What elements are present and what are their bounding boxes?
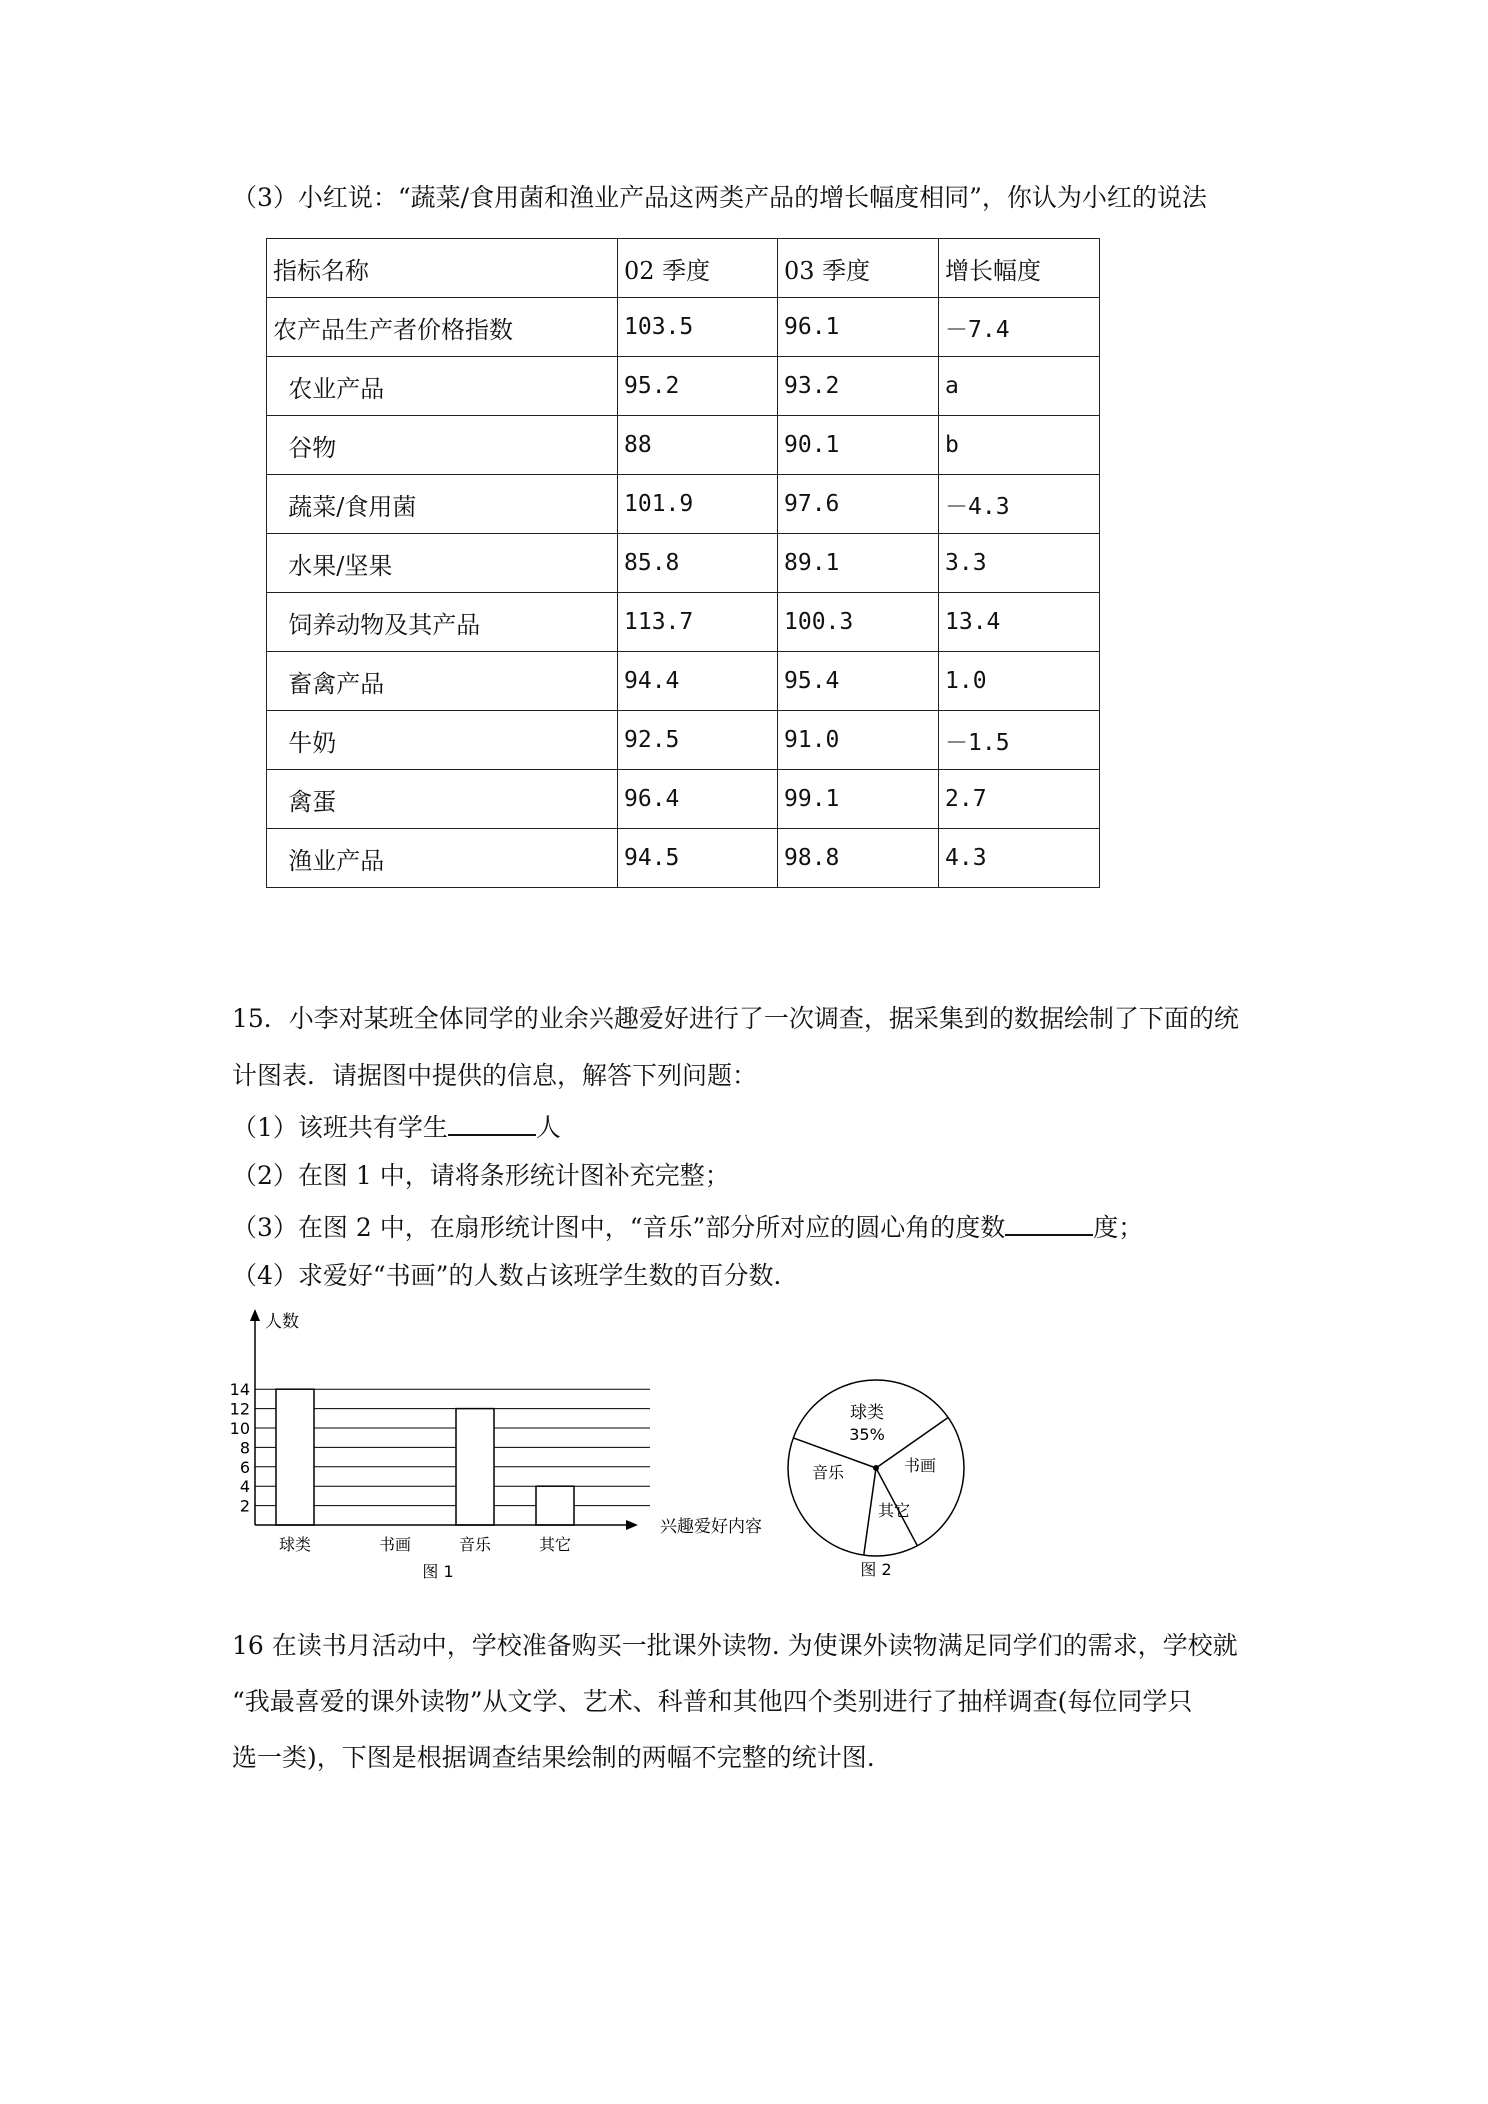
value-cell: －4.3	[939, 475, 1100, 534]
table-row	[267, 357, 1100, 416]
bar-chart-figure-1	[210, 1305, 790, 1590]
bar	[456, 1409, 494, 1525]
indicator-name-cell: 渔业产品	[267, 829, 618, 888]
value-cell: 89.1	[778, 534, 939, 593]
header-cell: 03 季度	[778, 239, 939, 298]
table-row	[267, 416, 1100, 475]
value-cell: 85.8	[618, 534, 778, 593]
pie-label-other: 其它	[877, 1501, 911, 1520]
value-cell: 94.5	[618, 829, 778, 888]
q15-part4: （4）求爱好“书画”的人数占该班学生数的百分数．	[232, 1261, 799, 1290]
header-cell: 指标名称	[267, 239, 618, 298]
table-row	[267, 829, 1100, 888]
value-cell: 95.4	[778, 652, 939, 711]
price-index-table	[266, 238, 1100, 888]
pie-label-ball: 球类	[850, 1403, 884, 1423]
q15-part2: （2）在图 1 中，请将条形统计图补充完整；	[232, 1161, 730, 1190]
y-tick-label: 14	[229, 1380, 250, 1400]
indicator-name-cell: 饲养动物及其产品	[267, 593, 618, 652]
figure-2-caption: 图 2	[860, 1560, 892, 1579]
y-tick-label: 2	[239, 1496, 250, 1516]
value-cell: 91.0	[778, 711, 939, 770]
table-row	[267, 652, 1100, 711]
value-cell: 101.9	[618, 475, 778, 534]
x-category-label: 书画	[378, 1535, 412, 1554]
header-cell: 02 季度	[618, 239, 778, 298]
header-cell: 增长幅度	[939, 239, 1100, 298]
q14-part3: （3）小红说：“蔬菜/食用菌和渔业产品这两类产品的增长幅度相同”，你认为小红的说法	[232, 183, 1207, 212]
y-tick-label: 12	[229, 1399, 250, 1419]
indicator-name-cell: 水果/坚果	[267, 534, 618, 593]
q16-line2: “我最喜爱的课外读物”从文学、艺术、科普和其他四个类别进行了抽样调查(每位同学只	[232, 1687, 1193, 1716]
q15-part3	[232, 1210, 1143, 1244]
pie-label-calligraphy: 书画	[903, 1456, 937, 1475]
value-cell: －7.4	[939, 298, 1100, 357]
table-row	[267, 711, 1100, 770]
value-cell: 1.0	[939, 652, 1100, 711]
x-category-label: 球类	[278, 1535, 312, 1554]
figure-1-caption: 图 1	[422, 1562, 454, 1581]
table-row	[267, 534, 1100, 593]
value-cell: 98.8	[778, 829, 939, 888]
value-cell: 96.1	[778, 298, 939, 357]
value-cell: －1.5	[939, 711, 1100, 770]
pie-chart-figure-2	[780, 1370, 980, 1590]
value-cell: 100.3	[778, 593, 939, 652]
value-cell: 95.2	[618, 357, 778, 416]
value-cell: 4.3	[939, 829, 1100, 888]
value-cell: 3.3	[939, 534, 1100, 593]
q16-line1: 16 在读书月活动中，学校准备购买一批课外读物. 为使课外读物满足同学们的需求，学校就	[232, 1631, 1238, 1660]
q15-line2: 计图表．请据图中提供的信息，解答下列问题：	[232, 1061, 758, 1090]
q15-line1: 15．小李对某班全体同学的业余兴趣爱好进行了一次调查，据采集到的数据绘制了下面的统	[232, 1004, 1239, 1033]
value-cell: 113.7	[618, 593, 778, 652]
indicator-name-cell: 禽蛋	[267, 770, 618, 829]
value-cell: 90.1	[778, 416, 939, 475]
pie-center-dot	[873, 1465, 879, 1471]
q15-part1-text: （1）该班共有学生	[232, 1113, 448, 1142]
value-cell: 92.5	[618, 711, 778, 770]
value-cell: a	[939, 357, 1100, 416]
y-axis-arrow	[250, 1309, 260, 1321]
x-category-label: 音乐	[458, 1535, 492, 1554]
value-cell: b	[939, 416, 1100, 475]
value-cell: 96.4	[618, 770, 778, 829]
x-axis-arrow	[626, 1520, 638, 1530]
table-row	[267, 298, 1100, 357]
q15-part1-unit: 人	[535, 1113, 561, 1142]
value-cell: 93.2	[778, 357, 939, 416]
table-row	[267, 593, 1100, 652]
y-axis-label: 人数	[265, 1312, 299, 1332]
indicator-name-cell: 蔬菜/食用菌	[267, 475, 618, 534]
indicator-name-cell: 农业产品	[267, 357, 618, 416]
value-cell: 2.7	[939, 770, 1100, 829]
table-header-row	[267, 239, 1100, 298]
y-tick-label: 6	[239, 1457, 250, 1477]
y-tick-label: 8	[239, 1438, 250, 1458]
table-row	[267, 475, 1100, 534]
table-row	[267, 770, 1100, 829]
indicator-name-cell: 谷物	[267, 416, 618, 475]
answer-blank[interactable]	[1005, 1210, 1093, 1236]
bar	[536, 1486, 574, 1525]
y-tick-label: 10	[229, 1419, 250, 1438]
y-tick-label: 4	[239, 1477, 250, 1497]
value-cell: 99.1	[778, 770, 939, 829]
indicator-name-cell: 牛奶	[267, 711, 618, 770]
value-cell: 103.5	[618, 298, 778, 357]
bar	[276, 1389, 314, 1525]
x-axis-label: 兴趣爱好内容	[660, 1517, 762, 1537]
q16-line3: 选一类)，下图是根据调查结果绘制的两幅不完整的统计图.	[232, 1743, 875, 1772]
value-cell: 13.4	[939, 593, 1100, 652]
value-cell: 97.6	[778, 475, 939, 534]
q15-part3-unit: 度；	[1093, 1213, 1144, 1242]
pie-annotation-ball: 35%	[849, 1425, 885, 1444]
value-cell: 88	[618, 416, 778, 475]
indicator-name-cell: 农产品生产者价格指数	[267, 298, 618, 357]
q15-part3-text: （3）在图 2 中，在扇形统计图中，“音乐”部分所对应的圆心角的度数	[232, 1213, 1006, 1242]
q15-part1	[232, 1110, 561, 1144]
value-cell: 94.4	[618, 652, 778, 711]
answer-blank[interactable]	[448, 1110, 536, 1136]
indicator-name-cell: 畜禽产品	[267, 652, 618, 711]
x-category-label: 其它	[538, 1535, 572, 1554]
pie-label-music: 音乐	[811, 1463, 845, 1482]
